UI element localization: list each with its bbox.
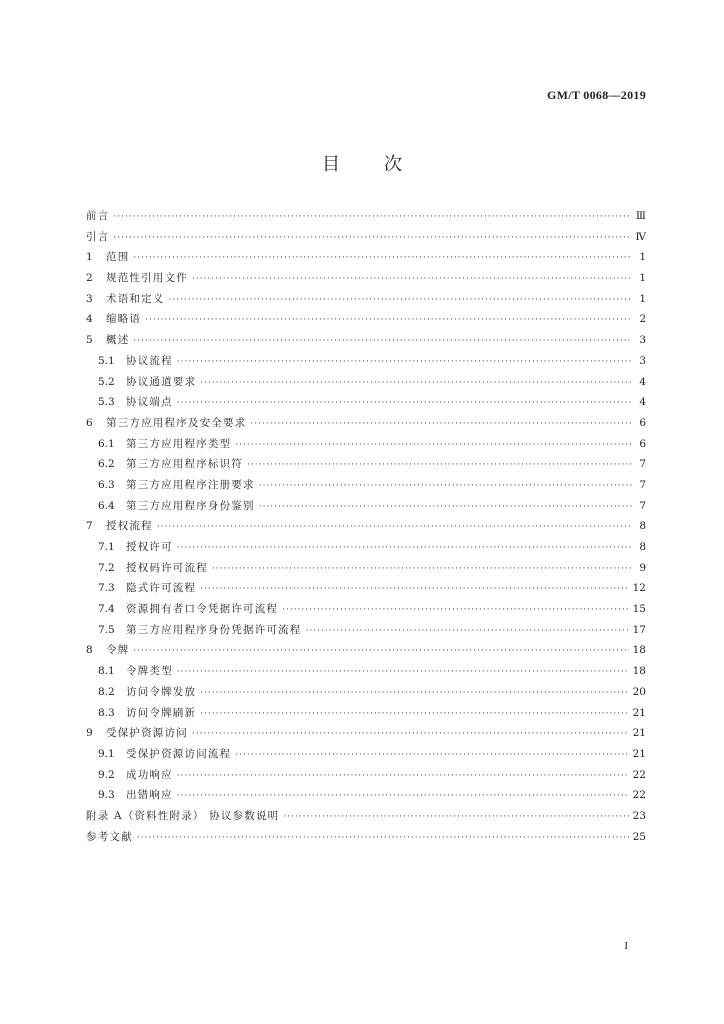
toc-entry[interactable]: [86, 289, 646, 310]
toc-entry-label: 授权许可: [126, 541, 173, 553]
toc-leader-dots: [247, 455, 632, 476]
toc-entry-number: 5.3: [98, 396, 115, 409]
toc-entry[interactable]: [86, 413, 646, 434]
toc-entry-number: 7.2: [98, 561, 115, 574]
toc-entry[interactable]: [86, 578, 646, 599]
toc-entry-number: 9.1: [98, 747, 115, 760]
toc-entry-number: 9.2: [98, 768, 115, 781]
toc-entry-number: 7.1: [98, 541, 115, 553]
toc-entry[interactable]: [86, 330, 646, 351]
toc-entry-page: 25: [632, 830, 646, 843]
toc-entry-page: 18: [632, 665, 646, 678]
toc-entry-page: Ⅲ: [635, 210, 646, 222]
toc-leader-dots: [113, 228, 631, 249]
toc-entry-label: 访问令牌发放: [126, 685, 197, 698]
toc-entry-number: 5.2: [98, 375, 115, 388]
title-char-left: 目: [322, 154, 340, 175]
toc-entry-number: 9.3: [98, 789, 115, 802]
toc-entry-label: 协议流程: [126, 354, 173, 367]
toc-entry-page: 2: [639, 313, 646, 326]
toc-entry[interactable]: [86, 372, 646, 393]
toc-entry-page: 1: [639, 251, 646, 264]
toc-entry-label: 协议通道要求: [126, 375, 197, 388]
toc-leader-dots: [192, 269, 632, 290]
toc-entry-number: 4: [86, 313, 93, 326]
toc-entry-label: 范围: [106, 251, 130, 264]
toc-leader-dots: [259, 476, 632, 497]
toc-entry-page: 22: [632, 789, 646, 802]
toc-leader-dots: [177, 538, 632, 559]
toc-entry-page: 8: [639, 520, 646, 533]
toc-entry[interactable]: [86, 206, 646, 227]
toc-entry-page: 21: [632, 727, 646, 740]
toc-entry-page: 20: [632, 685, 646, 698]
toc-entry-number: 7.5: [98, 623, 115, 636]
toc-entry[interactable]: [86, 661, 646, 682]
toc-entry-label: 第三方应用程序注册要求: [126, 478, 255, 491]
toc-entry-number: 9: [86, 727, 93, 740]
toc-entry-label: 第三方应用程序及安全要求: [106, 416, 247, 429]
toc-leader-dots: [235, 745, 628, 766]
toc-entry[interactable]: [86, 744, 646, 765]
toc-leader-dots: [192, 724, 629, 745]
toc-leader-dots: [177, 352, 632, 373]
toc-entry[interactable]: [86, 434, 646, 455]
page-number: I: [624, 940, 628, 952]
toc-entry-number: 6.1: [98, 437, 115, 450]
toc-entry-page: 3: [639, 334, 646, 347]
toc-entry-label: 参考文献: [86, 830, 133, 843]
toc-leader-dots: [235, 435, 632, 456]
toc-entry-page: 6: [639, 416, 646, 429]
toc-entry-number: 8.1: [98, 665, 115, 678]
toc-entry-number: 6.2: [98, 458, 115, 471]
toc-entry-page: 6: [639, 437, 646, 450]
toc-entry[interactable]: [86, 227, 646, 248]
toc-entry-label: 授权码许可流程: [126, 561, 208, 574]
toc-leader-dots: [177, 786, 629, 807]
title-char-right: 次: [384, 154, 402, 175]
toc-entry-number: 2: [86, 272, 93, 285]
toc-leader-dots: [259, 497, 632, 518]
toc-entry-page: 21: [632, 706, 646, 719]
toc-entry-label: 令牌: [106, 644, 130, 657]
toc-entry[interactable]: [86, 640, 646, 661]
toc-entry[interactable]: [86, 247, 646, 268]
toc-entry-label: 缩略语: [106, 313, 142, 326]
toc-entry-page: 17: [632, 623, 646, 636]
toc-leader-dots: [137, 828, 629, 849]
toc-entry[interactable]: [86, 268, 646, 289]
toc-entry-page: 1: [639, 292, 646, 305]
toc-entry-label: 第三方应用程序标识符: [126, 458, 243, 471]
toc-entry-label: 资源拥有者口令凭据许可流程: [126, 603, 279, 616]
toc-entry[interactable]: [86, 620, 646, 641]
toc-entry-page: 21: [632, 747, 646, 760]
toc-entry[interactable]: [86, 475, 646, 496]
toc-entry-label: 前言: [86, 210, 110, 222]
toc-leader-dots: [200, 373, 632, 394]
toc-entry-page: 9: [639, 561, 646, 574]
toc-leader-dots: [200, 683, 628, 704]
toc-entry-label: 授权流程: [106, 520, 153, 533]
toc-entry-page: Ⅳ: [635, 230, 646, 243]
toc-entry-number: 7.3: [98, 582, 115, 595]
toc-leader-dots: [200, 704, 628, 725]
toc-leader-dots: [133, 248, 632, 269]
toc-entry[interactable]: [86, 516, 646, 537]
toc-entry-label: 术语和定义: [106, 292, 165, 305]
toc-entry-label: 协议端点: [126, 396, 173, 409]
toc-entry[interactable]: [86, 496, 646, 517]
toc-leader-dots: [282, 600, 629, 621]
toc-entry-number: 6: [86, 416, 93, 429]
toc-entry-page: 4: [639, 375, 646, 388]
toc-leader-dots: [113, 207, 631, 228]
toc-leader-dots: [250, 414, 632, 435]
toc-entry-number: 6.3: [98, 478, 115, 491]
toc-entry-label: 引言: [86, 230, 110, 243]
toc-leader-dots: [133, 331, 632, 352]
toc-entry-label: 第三方应用程序类型: [126, 437, 232, 450]
toc-entry[interactable]: [86, 765, 646, 786]
toc-entry-page: 7: [639, 458, 646, 471]
toc-leader-dots: [212, 559, 632, 580]
standard-code: GM/T 0068—2019: [547, 88, 646, 102]
toc-entry-label: 第三方应用程序身份凭据许可流程: [126, 623, 302, 636]
toc-entry[interactable]: [86, 682, 646, 703]
toc-entry-label: 成功响应: [126, 768, 173, 781]
toc-entry-page: 18: [632, 644, 646, 657]
toc-leader-dots: [177, 662, 629, 683]
toc-entry[interactable]: [86, 785, 646, 806]
toc-entry-number: 8.3: [98, 706, 115, 719]
toc-entry-label: 附录 A（资料性附录） 协议参数说明: [86, 809, 280, 822]
toc-entry[interactable]: [86, 309, 646, 330]
toc-entry-number: 1: [86, 251, 93, 264]
toc-entry-number: 7.4: [98, 603, 115, 616]
toc-entry[interactable]: [86, 723, 646, 744]
toc-entry-number: 5: [86, 334, 93, 347]
toc-entry-label: 受保护资源访问流程: [126, 747, 232, 760]
toc-entry[interactable]: [86, 392, 646, 413]
toc-entry-page: 7: [639, 478, 646, 491]
toc-leader-dots: [145, 310, 632, 331]
toc-leader-dots: [133, 641, 628, 662]
toc-entry-label: 隐式许可流程: [126, 582, 197, 595]
toc-entry-page: 4: [639, 396, 646, 409]
toc-leader-dots: [157, 517, 632, 538]
table-of-contents: [86, 206, 646, 847]
toc-entry-number: 7: [86, 520, 93, 533]
toc-entry-page: 15: [632, 603, 646, 616]
toc-entry-number: 3: [86, 292, 93, 305]
toc-leader-dots: [200, 579, 628, 600]
toc-entry-number: 8.2: [98, 685, 115, 698]
page-title: [0, 150, 724, 176]
toc-entry[interactable]: [86, 806, 646, 827]
toc-entry[interactable]: [86, 558, 646, 579]
toc-entry[interactable]: [86, 599, 646, 620]
toc-entry-label: 第三方应用程序身份鉴别: [126, 499, 255, 512]
toc-entry-label: 受保护资源访问: [106, 727, 188, 740]
toc-entry-number: 5.1: [98, 354, 115, 367]
toc-leader-dots: [169, 290, 633, 311]
toc-entry-number: 8: [86, 644, 93, 657]
toc-entry[interactable]: [86, 703, 646, 724]
toc-leader-dots: [177, 393, 632, 414]
toc-entry[interactable]: [86, 537, 646, 558]
toc-entry-page: 23: [632, 809, 646, 822]
toc-entry-label: 规范性引用文件: [106, 272, 188, 285]
toc-entry-label: 概述: [106, 334, 130, 347]
toc-entry-label: 出错响应: [126, 789, 173, 802]
toc-entry-page: 8: [639, 541, 646, 553]
toc-leader-dots: [306, 621, 629, 642]
toc-leader-dots: [177, 766, 629, 787]
toc-entry[interactable]: [86, 351, 646, 372]
toc-entry-label: 令牌类型: [126, 665, 173, 678]
toc-entry[interactable]: [86, 454, 646, 475]
toc-entry-label: 访问令牌刷新: [126, 706, 197, 719]
toc-leader-dots: [283, 807, 628, 828]
toc-entry-page: 3: [639, 354, 646, 367]
toc-entry-page: 1: [639, 272, 646, 285]
toc-entry[interactable]: [86, 827, 646, 848]
toc-entry-page: 22: [632, 768, 646, 781]
toc-entry-page: 7: [639, 499, 646, 512]
toc-entry-page: 12: [632, 582, 646, 595]
toc-entry-number: 6.4: [98, 499, 115, 512]
